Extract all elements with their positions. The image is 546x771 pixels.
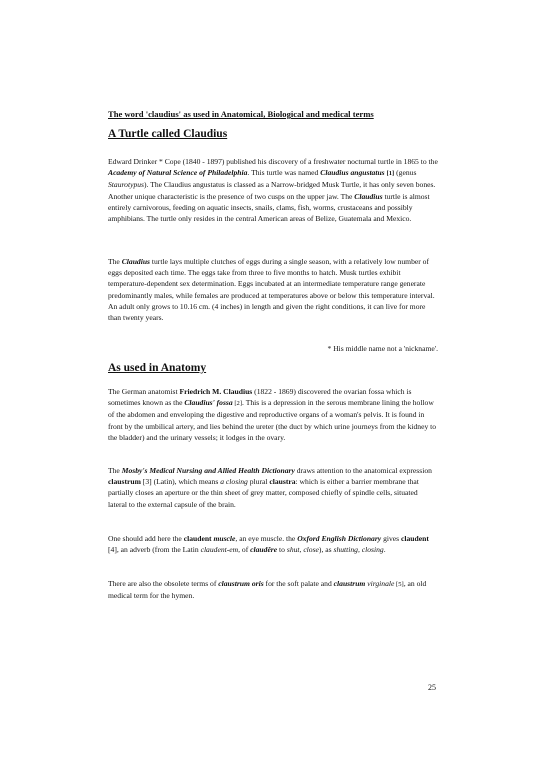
footnote-middle-name: * His middle name not a 'nickname'. [327,344,438,353]
page-title: The word 'claudius' as used in Anatomical, Biological and medical terms [108,109,374,119]
reference-4: [4] [108,545,117,555]
reference-3: [3] [140,477,152,487]
dictionary-name: Mosby's Medical Nursing and Allied Health Dictionary [121,466,295,475]
reference-5: [5] [394,581,404,588]
paragraph-claudent: One should add here the claudent muscle, an eye muscle. the Oxford English Dictionary gives claudent [4], an adverb (from the Latin claudent-em, of claudĕre to shut, close), as shutting, closing. [108,534,429,555]
paragraph-obsolete-terms: There are also the obsolete terms of claustrum oris for the soft palate and claustrum virginale [5], an old medical term for the hymen. [108,579,427,601]
fossa-term: Claudius' fossa [184,398,233,408]
genus-name: Staurotypus [108,180,144,190]
paragraph-turtle-discovery: Edward Drinker * Cope (1840 - 1897) published his discovery of a freshwater nocturnal turtle in 1865 to the Academy of Natural Science of Philadelphia. This turtle was named Claudius angustatus [1] (genus Staurotypus). The Claudius angustatus is classed as a Narrow-bridged Musk Turtle, it has only seven bones. Another unique characteristic is the presence of two cusps on the upper jaw. The Claudius turtle is almost entirely carnivorous, feeding on aquatic insects, snails, clams, fish, worms, crustaceans and possibly amphibians. The turtle only resides in the central American areas of Belize, Guatemala and Mexico. [108,157,438,224]
anatomist-name: Friedrich M. Claudius [179,387,253,396]
reference-2: [2] [232,400,243,408]
species-name: Claudius angustatus [320,168,385,178]
paragraph-claustrum: The Mosby's Medical Nursing and Allied Health Dictionary draws attention to the anatomical expression claustrum [3] (Latin), which means a closing plural claustra: which is either a barrier membrane that partially closes an aperture or the thin sheet of grey matter, composed chiefly of spindle cells, situated lateral to the external capsule of the brain. [108,466,432,509]
academy-name: Academy of Natural Science of Philadelphia [108,168,248,178]
section-heading-turtle: A Turtle called Claudius [108,128,228,140]
reference-1: [1] [386,170,395,178]
oed-name: Oxford English Dictionary [297,534,382,543]
page-number: 25 [428,683,436,692]
paragraph-claudius-fossa: The German anatomist Friedrich M. Claudius (1822 - 1869) discovered the ovarian fossa which is sometimes known as the Claudius' fossa [2]. This is a depression in the serous membrane lining the hollow of the abdomen and enveloping the digestive and reproductive organs of a woman's pelvis. It is found in front by the umbilical artery, and lies behind the ureter (the duct by which urine journeys from the kidney to the bladder) and the urinary vessels; it lodges in the ovary. [108,387,437,442]
paragraph-turtle-eggs: The Claudius turtle lays multiple clutches of eggs during a single season, with a relatively low number of eggs deposited each time. The eggs take from three to five months to hatch. Musk turtles exhibit temperature-dependent sex determination. Eggs incubated at an intermediate temperature range generate predominantly males, while females are produced at temperatures above or below this temperature interval. An adult only grows to 10.16 cm. (4 inches) in length and given the right conditions, it can live for more than twenty years. [108,257,435,323]
section-heading-anatomy: As used in Anatomy [108,362,207,374]
